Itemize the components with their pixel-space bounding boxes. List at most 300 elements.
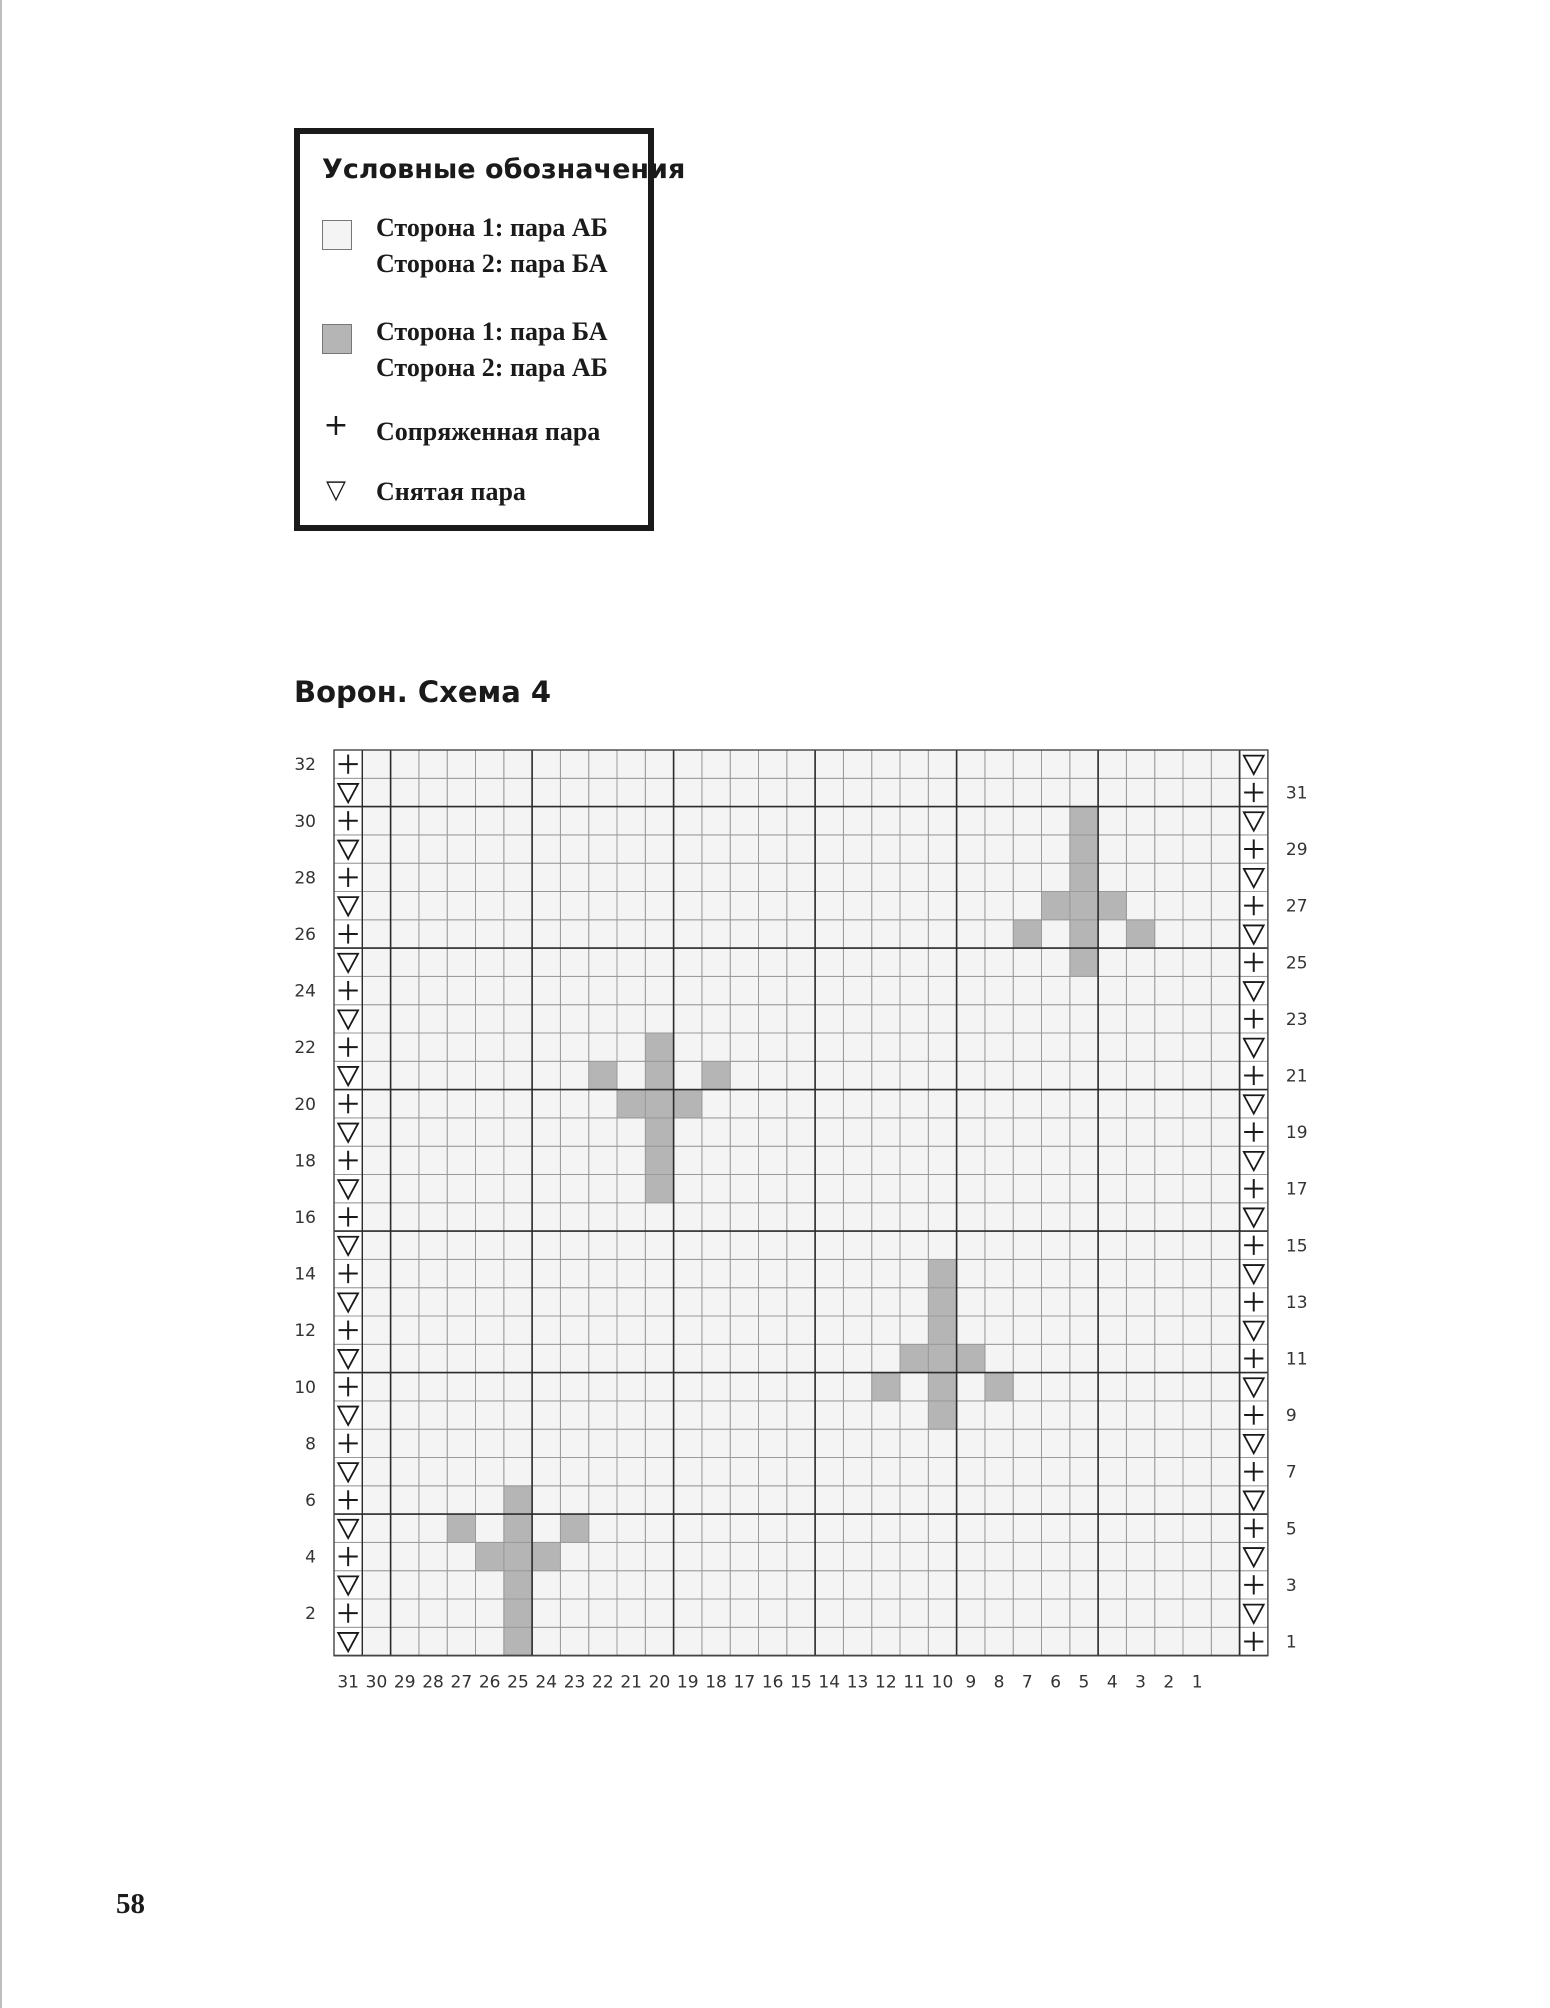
light-cell: [730, 1571, 758, 1599]
light-cell: [730, 1033, 758, 1061]
light-cell: [504, 1061, 532, 1089]
light-cell: [362, 1061, 390, 1089]
light-cell: [560, 920, 588, 948]
light-cell: [900, 807, 928, 835]
light-cell: [1211, 1033, 1239, 1061]
light-cell: [843, 1373, 871, 1401]
light-cell: [1098, 1486, 1126, 1514]
row-label-right: 13: [1285, 1292, 1308, 1313]
light-cell: [617, 1627, 645, 1655]
light-cell: [1126, 1203, 1154, 1231]
light-cell: [730, 1005, 758, 1033]
row-label-left: 14: [294, 1264, 316, 1285]
light-cell: [504, 807, 532, 835]
light-cell: [1126, 1542, 1154, 1570]
light-cell: [1155, 892, 1183, 920]
dark-cell: [504, 1486, 532, 1514]
light-cell: [957, 1514, 985, 1542]
light-cell: [815, 863, 843, 891]
light-cell: [957, 1486, 985, 1514]
light-cell: [560, 778, 588, 806]
light-cell: [560, 1316, 588, 1344]
light-cell: [1070, 1514, 1098, 1542]
light-cell: [957, 1429, 985, 1457]
light-cell: [872, 1458, 900, 1486]
light-cell: [504, 1175, 532, 1203]
light-cell: [1070, 1146, 1098, 1174]
light-cell: [447, 1175, 475, 1203]
light-cell: [560, 1486, 588, 1514]
light-cell: [504, 1118, 532, 1146]
light-cell: [843, 1344, 871, 1372]
light-cell: [872, 1542, 900, 1570]
light-cell: [1013, 1090, 1041, 1118]
light-cell: [1183, 1571, 1211, 1599]
light-cell: [532, 1033, 560, 1061]
light-cell: [843, 1033, 871, 1061]
light-cell: [532, 863, 560, 891]
light-cell: [872, 948, 900, 976]
light-cell: [645, 1514, 673, 1542]
light-cell: [532, 1514, 560, 1542]
light-cell: [957, 1373, 985, 1401]
light-cell: [504, 1316, 532, 1344]
light-cell: [1155, 778, 1183, 806]
light-cell: [447, 1571, 475, 1599]
light-cell: [872, 1090, 900, 1118]
light-cell: [362, 835, 390, 863]
light-cell: [560, 1429, 588, 1457]
light-cell: [928, 976, 956, 1004]
light-cell: [589, 1373, 617, 1401]
light-cell: [1183, 1090, 1211, 1118]
light-cell: [1013, 1231, 1041, 1259]
light-cell: [900, 835, 928, 863]
light-cell: [759, 1316, 787, 1344]
light-cell: [532, 835, 560, 863]
light-cell: [1183, 1259, 1211, 1287]
light-cell: [447, 1259, 475, 1287]
column-label: 2: [1163, 1672, 1175, 1693]
light-cell: [843, 1175, 871, 1203]
light-cell: [730, 1231, 758, 1259]
dark-cell: [900, 1344, 928, 1372]
light-cell: [730, 1458, 758, 1486]
light-cell: [362, 1542, 390, 1570]
light-cell: [985, 892, 1013, 920]
light-cell: [787, 778, 815, 806]
light-cell: [560, 807, 588, 835]
light-cell: [1155, 1373, 1183, 1401]
light-cell: [674, 1033, 702, 1061]
light-cell: [617, 1061, 645, 1089]
light-cell: [1183, 1033, 1211, 1061]
light-cell: [1070, 1118, 1098, 1146]
light-cell: [447, 778, 475, 806]
light-cell: [391, 1005, 419, 1033]
light-cell: [1155, 1288, 1183, 1316]
light-cell: [532, 1373, 560, 1401]
light-cell: [787, 835, 815, 863]
light-cell: [843, 920, 871, 948]
light-cell: [985, 1542, 1013, 1570]
light-cell: [1126, 1316, 1154, 1344]
light-cell: [900, 892, 928, 920]
light-cell: [504, 778, 532, 806]
light-cell: [787, 1033, 815, 1061]
light-cell: [957, 1316, 985, 1344]
light-cell: [645, 807, 673, 835]
light-cell: [759, 1090, 787, 1118]
light-cell: [1155, 1458, 1183, 1486]
light-cell: [759, 1486, 787, 1514]
light-cell: [900, 1061, 928, 1089]
light-cell: [928, 1033, 956, 1061]
light-cell: [391, 1288, 419, 1316]
light-cell: [1183, 1486, 1211, 1514]
light-cell: [815, 1429, 843, 1457]
light-cell: [1070, 1175, 1098, 1203]
light-cell: [787, 1231, 815, 1259]
light-cell: [1126, 1401, 1154, 1429]
light-cell: [645, 1599, 673, 1627]
light-cell: [702, 1344, 730, 1372]
light-cell: [1126, 1486, 1154, 1514]
light-cell: [1183, 835, 1211, 863]
light-cell: [759, 1429, 787, 1457]
light-cell: [589, 1401, 617, 1429]
light-cell: [617, 807, 645, 835]
light-cell: [843, 863, 871, 891]
light-cell: [787, 1571, 815, 1599]
light-cell: [985, 976, 1013, 1004]
light-cell: [928, 1458, 956, 1486]
light-cell: [1183, 1599, 1211, 1627]
light-cell: [589, 1542, 617, 1570]
light-cell: [759, 892, 787, 920]
light-cell: [1155, 1259, 1183, 1287]
light-cell: [1126, 1599, 1154, 1627]
light-cell: [1070, 1458, 1098, 1486]
light-cell: [1155, 948, 1183, 976]
light-cell: [1070, 1486, 1098, 1514]
light-cell: [476, 1429, 504, 1457]
light-cell: [589, 1514, 617, 1542]
light-cell: [759, 863, 787, 891]
light-cell: [702, 1401, 730, 1429]
light-cell: [589, 1316, 617, 1344]
light-cell: [928, 807, 956, 835]
light-cell: [476, 1627, 504, 1655]
light-cell: [985, 835, 1013, 863]
dark-cell: [928, 1373, 956, 1401]
light-cell: [589, 1486, 617, 1514]
light-cell: [1183, 1458, 1211, 1486]
light-cell: [985, 1203, 1013, 1231]
light-cell: [872, 1005, 900, 1033]
light-cell: [815, 835, 843, 863]
light-cell: [1211, 1571, 1239, 1599]
light-cell: [702, 1146, 730, 1174]
light-cell: [617, 1599, 645, 1627]
light-cell: [419, 1373, 447, 1401]
light-cell: [928, 863, 956, 891]
light-cell: [730, 1316, 758, 1344]
dark-cell: [645, 1118, 673, 1146]
light-cell: [1098, 1146, 1126, 1174]
light-cell: [362, 948, 390, 976]
light-cell: [1042, 1231, 1070, 1259]
light-cell: [843, 1259, 871, 1287]
light-cell: [787, 1373, 815, 1401]
light-cell: [1042, 1542, 1070, 1570]
dark-cell: [702, 1061, 730, 1089]
light-cell: [787, 976, 815, 1004]
light-cell: [843, 807, 871, 835]
dark-cell: [872, 1373, 900, 1401]
light-cell: [362, 1599, 390, 1627]
light-cell: [787, 1175, 815, 1203]
dark-cell: [1013, 920, 1041, 948]
light-cell: [447, 892, 475, 920]
light-cell: [1013, 1599, 1041, 1627]
light-cell: [759, 778, 787, 806]
light-cell: [928, 1514, 956, 1542]
light-cell: [560, 1146, 588, 1174]
light-cell: [391, 1316, 419, 1344]
light-cell: [476, 835, 504, 863]
light-cell: [900, 1259, 928, 1287]
light-cell: [1155, 835, 1183, 863]
light-cell: [957, 1090, 985, 1118]
light-cell: [872, 778, 900, 806]
light-cell: [787, 1514, 815, 1542]
light-cell: [645, 863, 673, 891]
light-cell: [900, 1401, 928, 1429]
light-cell: [872, 1288, 900, 1316]
light-cell: [532, 1259, 560, 1287]
light-cell: [560, 863, 588, 891]
light-cell: [447, 948, 475, 976]
light-cell: [419, 1175, 447, 1203]
light-cell: [1013, 1288, 1041, 1316]
chart-title: Ворон. Схема 4: [294, 675, 552, 709]
light-cell: [532, 778, 560, 806]
light-cell: [872, 1316, 900, 1344]
light-cell: [447, 1401, 475, 1429]
light-cell: [532, 1231, 560, 1259]
light-cell: [1211, 1118, 1239, 1146]
light-cell: [1070, 1033, 1098, 1061]
light-cell: [1013, 892, 1041, 920]
light-cell: [645, 778, 673, 806]
light-cell: [476, 1514, 504, 1542]
light-cell: [1070, 1344, 1098, 1372]
light-cell: [843, 892, 871, 920]
light-cell: [759, 1599, 787, 1627]
light-cell: [900, 1090, 928, 1118]
light-cell: [504, 1401, 532, 1429]
light-cell: [447, 1061, 475, 1089]
light-cell: [645, 1486, 673, 1514]
light-cell: [1126, 1571, 1154, 1599]
light-cell: [504, 1146, 532, 1174]
light-cell: [532, 1146, 560, 1174]
light-cell: [957, 1061, 985, 1089]
light-cell: [702, 1118, 730, 1146]
light-cell: [1070, 1231, 1098, 1259]
light-cell: [589, 863, 617, 891]
light-cell: [391, 1090, 419, 1118]
light-cell: [702, 1033, 730, 1061]
light-cell: [1126, 1458, 1154, 1486]
light-cell: [560, 1231, 588, 1259]
light-cell: [1126, 1118, 1154, 1146]
light-cell: [1042, 1090, 1070, 1118]
light-cell: [674, 1571, 702, 1599]
light-cell: [759, 807, 787, 835]
light-cell: [617, 1288, 645, 1316]
light-cell: [985, 1316, 1013, 1344]
light-cell: [476, 892, 504, 920]
light-cell: [843, 1401, 871, 1429]
light-cell: [674, 863, 702, 891]
light-cell: [815, 920, 843, 948]
light-cell: [957, 1288, 985, 1316]
light-cell: [560, 1344, 588, 1372]
light-cell: [1042, 863, 1070, 891]
light-cell: [1098, 1061, 1126, 1089]
light-cell: [589, 807, 617, 835]
light-cell: [957, 1458, 985, 1486]
light-cell: [447, 1627, 475, 1655]
light-cell: [1155, 1401, 1183, 1429]
row-label-left: 10: [294, 1377, 316, 1398]
light-cell: [476, 1401, 504, 1429]
light-cell: [504, 750, 532, 778]
light-cell: [391, 1033, 419, 1061]
light-cell: [843, 750, 871, 778]
light-cell: [419, 1571, 447, 1599]
light-cell: [504, 1259, 532, 1287]
light-cell: [391, 1373, 419, 1401]
light-cell: [1211, 1175, 1239, 1203]
light-cell: [645, 1458, 673, 1486]
column-label: 26: [478, 1672, 501, 1693]
light-cell: [759, 1514, 787, 1542]
light-cell: [1155, 807, 1183, 835]
light-cell: [476, 807, 504, 835]
light-cell: [419, 1231, 447, 1259]
light-cell: [815, 1627, 843, 1655]
light-cell: [985, 807, 1013, 835]
light-cell: [1013, 750, 1041, 778]
light-cell: [560, 1175, 588, 1203]
legend-light-line1: Сторона 1: пара АБ: [376, 213, 608, 242]
dark-cell: [1070, 920, 1098, 948]
light-cell: [674, 1259, 702, 1287]
column-label: 9: [965, 1672, 977, 1693]
light-cell: [617, 1571, 645, 1599]
light-cell: [504, 892, 532, 920]
light-cell: [815, 1344, 843, 1372]
row-label-left: 32: [294, 755, 316, 776]
light-cell: [1098, 1429, 1126, 1457]
light-cell: [872, 1061, 900, 1089]
light-cell: [645, 1542, 673, 1570]
dark-cell: [532, 1542, 560, 1570]
light-cell: [560, 1005, 588, 1033]
dark-cell: [928, 1288, 956, 1316]
light-cell: [1211, 1373, 1239, 1401]
light-cell: [362, 863, 390, 891]
light-cell: [560, 1203, 588, 1231]
light-cell: [362, 1118, 390, 1146]
light-cell: [872, 750, 900, 778]
light-cell: [1211, 1514, 1239, 1542]
light-cell: [900, 976, 928, 1004]
light-cell: [645, 1203, 673, 1231]
light-cell: [787, 1005, 815, 1033]
light-cell: [1126, 807, 1154, 835]
light-cell: [532, 750, 560, 778]
light-cell: [730, 807, 758, 835]
light-cell: [1126, 1231, 1154, 1259]
light-cell: [362, 1429, 390, 1457]
light-cell: [674, 1458, 702, 1486]
light-cell: [362, 1175, 390, 1203]
light-cell: [702, 948, 730, 976]
light-cell: [702, 1231, 730, 1259]
light-cell: [617, 1401, 645, 1429]
row-label-left: 20: [294, 1094, 316, 1115]
dark-cell: [1070, 807, 1098, 835]
light-cell: [928, 1090, 956, 1118]
light-cell: [1013, 1005, 1041, 1033]
light-cell: [589, 750, 617, 778]
light-cell: [589, 778, 617, 806]
light-cell: [1098, 976, 1126, 1004]
light-cell: [872, 835, 900, 863]
light-cell: [419, 1486, 447, 1514]
column-label: 18: [705, 1672, 727, 1693]
light-cell: [504, 1231, 532, 1259]
light-cell: [419, 1429, 447, 1457]
light-cell: [843, 1005, 871, 1033]
light-cell: [362, 807, 390, 835]
light-cell: [928, 1203, 956, 1231]
light-cell: [1042, 1288, 1070, 1316]
light-cell: [957, 835, 985, 863]
light-cell: [1098, 1514, 1126, 1542]
light-cell: [730, 1344, 758, 1372]
light-cell: [815, 1514, 843, 1542]
light-cell: [447, 807, 475, 835]
light-cell: [1042, 920, 1070, 948]
light-cell: [674, 892, 702, 920]
light-cell: [985, 1599, 1013, 1627]
light-cell: [532, 1344, 560, 1372]
light-cell: [419, 1118, 447, 1146]
dark-cell: [476, 1542, 504, 1570]
light-cell: [1098, 1571, 1126, 1599]
light-cell: [872, 976, 900, 1004]
light-cell: [843, 1061, 871, 1089]
light-cell: [928, 1061, 956, 1089]
light-cell: [645, 1231, 673, 1259]
row-label-right: 5: [1285, 1519, 1297, 1540]
light-cell: [674, 1344, 702, 1372]
